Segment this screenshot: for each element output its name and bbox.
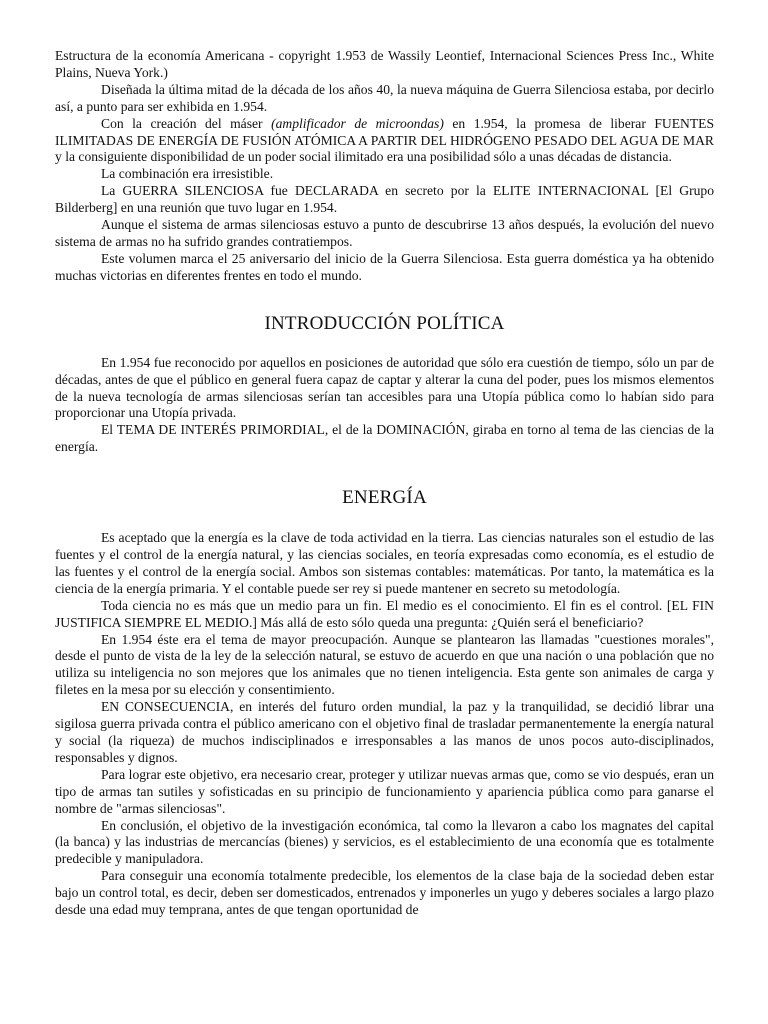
energia-paragraph-4: EN CONSECUENCIA, en interés del futuro orden mundial, la paz y la tranquilidad, se decidió librar una sigilosa guerra privada contra el público americano con el objetivo final de trasladar permanentemente la energía natural y social (la riqueza) de muchos indisciplinados e irresponsables a las manos de unos pocos auto-disciplinados, responsables y dignos. [55, 699, 714, 765]
maser-text-after: en 1.954, la promesa de liberar FUENTES ILIMITADAS DE ENERGÍA DE FUSIÓN ATÓMICA A PARTIR DEL HIDRÓGENO PESADO DEL AGUA DE MAR y la consiguiente disponibilidad de un poder social ilimitado era una posibilidad sólo a unas décadas de distancia. [55, 115, 715, 165]
energia-paragraph-6: En conclusión, el objetivo de la investigación económica, tal como la llevaron a cabo los magnates del capital (la banca) y las industrias de mercancías (bienes) y servicios, es el establecimiento de una economía que es totalmente predecible y manipuladora. [55, 817, 714, 867]
intro-paragraph-7: Este volumen marca el 25 aniversario del inicio de la Guerra Silenciosa. Esta guerra doméstica ya ha obtenido muchas victorias en diferentes frentes en todo el mundo. [55, 250, 714, 283]
politica-paragraph-1: En 1.954 fue reconocido por aquellos en posiciones de autoridad que sólo era cuestión de tiempo, sólo un par de décadas, antes de que el público en general fuera capaz de captar y alterar la cuna del poder, pues los mismos elementos de la nueva tecnología de armas silenciosas serían tan accesibles para una Utopía pública como lo habían sido para proporcionar una Utopía privada. [55, 354, 714, 421]
energia-paragraph-2: Toda ciencia no es más que un medio para un fin. El medio es el conocimiento. El fin es el control. [EL FIN JUSTIFICA SIEMPRE EL MEDIO.] Más allá de esto sólo queda una pregunta: ¿Quién será el beneficiario? [55, 597, 714, 630]
intro-paragraph-6: Aunque el sistema de armas silenciosas estuvo a punto de descubrirse 13 años después, la evolución del nuevo sistema de armas no ha sufrido grandes contratiempos. [55, 217, 714, 249]
document-page [55, 48, 714, 919]
intro-paragraph-3 [55, 116, 714, 167]
intro-paragraph-2: Diseñada la última mitad de la década de los años 40, la nueva máquina de Guerra Silenciosa estaba, por decirlo así, a punto para ser exhibida en 1.954. [55, 81, 714, 114]
intro-paragraph-4: La combinación era irresistible. [101, 166, 274, 182]
energia-paragraph-7: Para conseguir una economía totalmente predecible, los elementos de la clase baja de la sociedad deben estar bajo un control total, es decir, deben ser domesticados, entrenados y imponerles un yugo y deberes sociales a largo plazo desde una edad muy temprana, antes de que tengan oportunidad de [55, 868, 714, 918]
intro-paragraph-5: La GUERRA SILENCIOSA fue DECLARADA en secreto por la ELITE INTERNACIONAL [El Grupo Bilderberg] en una reunión que tuvo lugar en 1.954. [55, 183, 714, 216]
energia-paragraph-3: En 1.954 éste era el tema de mayor preocupación. Aunque se plantearon las llamadas "cuestiones morales", desde el punto de vista de la ley de la selección natural, se estuvo de acuerdo en que una nación o una población que no utiliza su inteligencia no son mejores que los animales que no tienen inteligencia. Esta gente son animales de carga y filetes en la mesa por su elección y consentimiento. [55, 631, 714, 698]
maser-text-before: Con la creación del máser [101, 115, 272, 131]
energia-paragraph-1: Es aceptado que la energía es la clave de toda actividad en la tierra. Las ciencias naturales son el estudio de las fuentes y el control de la energía natural, y las ciencias sociales, en teoría expresadas como economía, es el estudio de las fuentes y el control de la energía social. Ambos son sistemas contables: matemáticas. Por tanto, la matemática es la ciencia de la energía primaria. Y el contable puede ser rey si puede mantener en secreto su metodología. [55, 530, 714, 596]
section-title-energia: ENERGÍA [342, 487, 427, 509]
energia-paragraph-5: Para lograr este objetivo, era necesario crear, proteger y utilizar nuevas armas que, como se vio después, eran un tipo de armas tan sutiles y sofisticadas en su principio de funcionamiento y apariencia pública como para ganarse el nombre de "armas silenciosas". [55, 766, 714, 816]
politica-paragraph-2: El TEMA DE INTERÉS PRIMORDIAL, el de la DOMINACIÓN, giraba en torno al tema de las ciencias de la energía. [55, 422, 714, 455]
maser-italic-note: (amplificador de microondas) [271, 115, 444, 131]
section-title-politica: INTRODUCCIÓN POLÍTICA [264, 312, 505, 334]
intro-paragraph-1: Estructura de la economía Americana - copyright 1.953 de Wassily Leontief, Internacional Sciences Press Inc., White Plains, Nueva York.) [55, 48, 714, 80]
